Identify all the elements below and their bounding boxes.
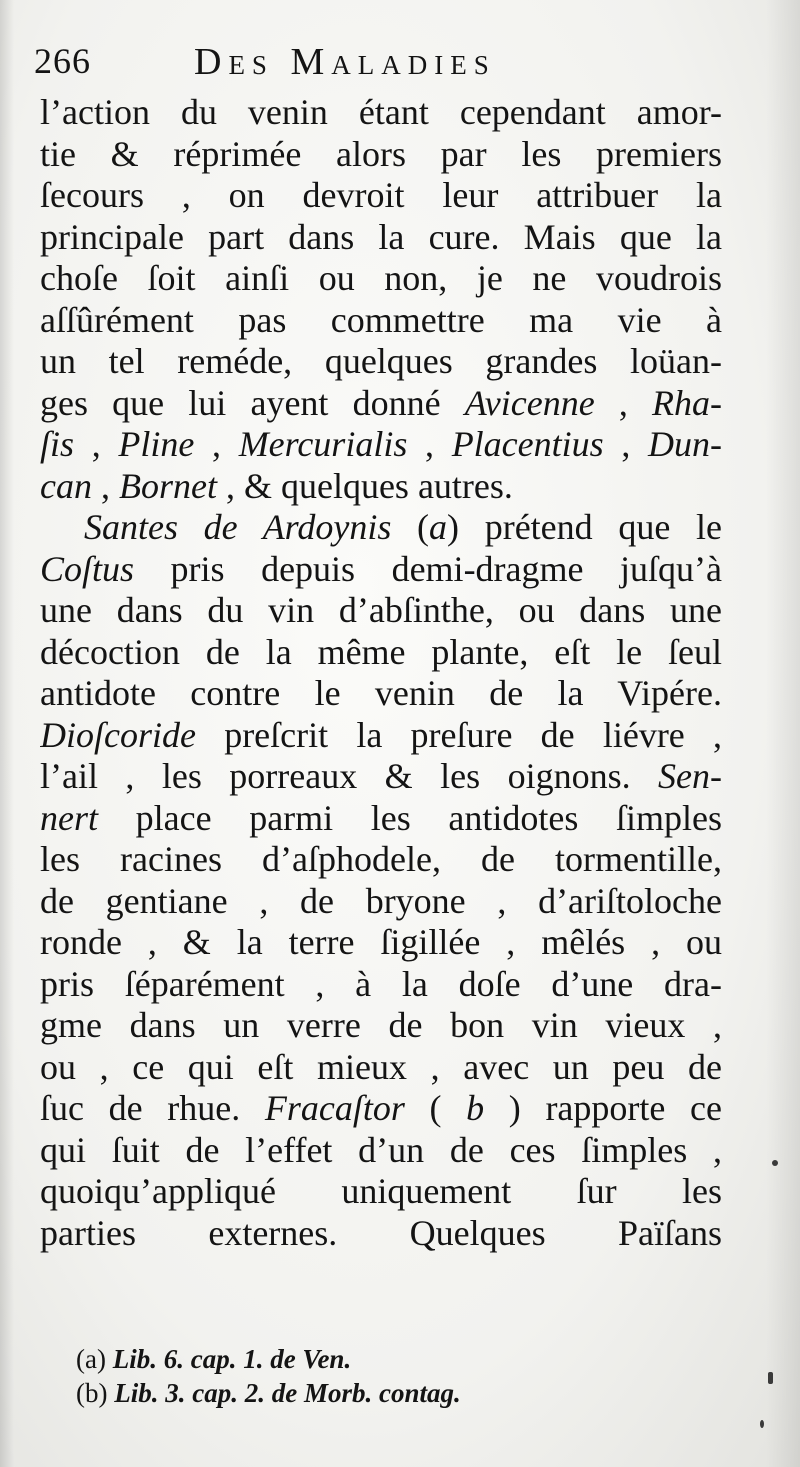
text-line: qui ſuit de l’effet d’un de ces ſimples , <box>40 1129 722 1170</box>
plant-name: Coſtus <box>40 548 135 589</box>
footnote <box>76 1342 726 1376</box>
author-name: Dioſcoride <box>40 714 196 755</box>
footnote-mark: (b) <box>76 1378 108 1408</box>
author-name: Santes de Ardoynis <box>84 507 392 547</box>
author-name: nert <box>40 797 98 838</box>
footnote-mark: (a) <box>76 1344 106 1374</box>
text-line: antidote contre le venin de la Vipére. <box>40 673 722 713</box>
author-name: can <box>40 465 92 506</box>
text-line: parties externes. Quelques Païſans <box>40 1212 722 1253</box>
page-header <box>34 40 734 96</box>
text-line: les racines d’aſphodele, de tormentille, <box>40 839 722 879</box>
text-line: décoction de la même plante, eſt le ſeul <box>40 631 722 672</box>
footnotes <box>76 1342 726 1410</box>
author-name: ſis <box>40 424 75 464</box>
text-line: pris ſéparément , à la doſe d’une dra- <box>40 963 722 1004</box>
text-line: un tel reméde, quelques grandes loüan- <box>40 341 722 381</box>
text-line: principale part dans la cure. Mais que la <box>40 216 722 257</box>
footnote-citation: Lib. 6. cap. 1. de Ven. <box>112 1344 352 1374</box>
body-text <box>40 92 722 1254</box>
text-line: ſecours , on devroit leur attribuer la <box>40 175 722 215</box>
text-line: Coſtus pris depuis demi-dragme juſqu’à <box>40 548 722 589</box>
text-line: une dans du vin d’abſinthe, ou dans une <box>40 590 722 630</box>
footnote <box>76 1376 726 1410</box>
text-line: ſuc de rhue. Fracaſtor ( b ) rapporte ce <box>40 1088 722 1128</box>
text-line: l’ail , les porreaux & les oignons. Sen- <box>40 756 722 796</box>
text-line: l’action du venin étant cependant amor- <box>40 92 722 132</box>
footnote-ref: a <box>429 507 448 547</box>
page-number: 266 <box>34 41 91 81</box>
text-line: Santes de Ardoynis (a) prétend que le <box>84 507 722 547</box>
author-name: Pline <box>118 424 195 464</box>
author-name: Bornet <box>118 465 217 506</box>
text-line: choſe ſoit ainſi ou non, je ne voudrois <box>40 258 722 298</box>
page-edge-shadow <box>766 0 800 1467</box>
page-gutter-shadow <box>0 0 14 1467</box>
author-name: Rha- <box>652 382 722 423</box>
text-line: quoiqu’appliqué uniquement ſur les <box>40 1171 722 1211</box>
author-name: Dun- <box>648 424 722 464</box>
footnote-ref: b <box>466 1088 485 1128</box>
text-line: ſis , Pline , Mercurialis , Placentius , Dun- <box>40 424 722 464</box>
text-line: gme dans un verre de bon vin vieux , <box>40 1005 722 1045</box>
ink-speck <box>772 1160 778 1166</box>
author-name: Avicenne <box>464 382 595 423</box>
text-line: ou , ce qui eſt mieux , avec un peu de <box>40 1046 722 1087</box>
author-name: Placentius <box>451 424 604 464</box>
text-line: can , Bornet , & quelques autres. <box>40 465 513 506</box>
ink-speck <box>768 1372 773 1384</box>
running-title: Des Maladies <box>194 41 496 83</box>
text-line: tie & réprimée alors par les premiers <box>40 133 722 174</box>
text-line: nert place parmi les antidotes ſimples <box>40 797 722 838</box>
ink-speck <box>760 1420 764 1428</box>
author-name: Fracaſtor <box>264 1088 405 1128</box>
text-line: aſſûrément pas commettre ma vie à <box>40 299 722 340</box>
author-name: Sen- <box>658 756 722 796</box>
text-line: de gentiane , de bryone , d’ariſtoloche <box>40 880 722 921</box>
text-line: ronde , & la terre ſigillée , mêlés , ou <box>40 922 722 962</box>
text-line: ges que lui ayent donné Avicenne , Rha- <box>40 382 722 423</box>
text-line: Dioſcoride preſcrit la preſure de liévre , <box>40 714 722 755</box>
footnote-citation: Lib. 3. cap. 2. de Morb. contag. <box>114 1378 461 1408</box>
author-name: Mercurialis <box>238 424 408 464</box>
